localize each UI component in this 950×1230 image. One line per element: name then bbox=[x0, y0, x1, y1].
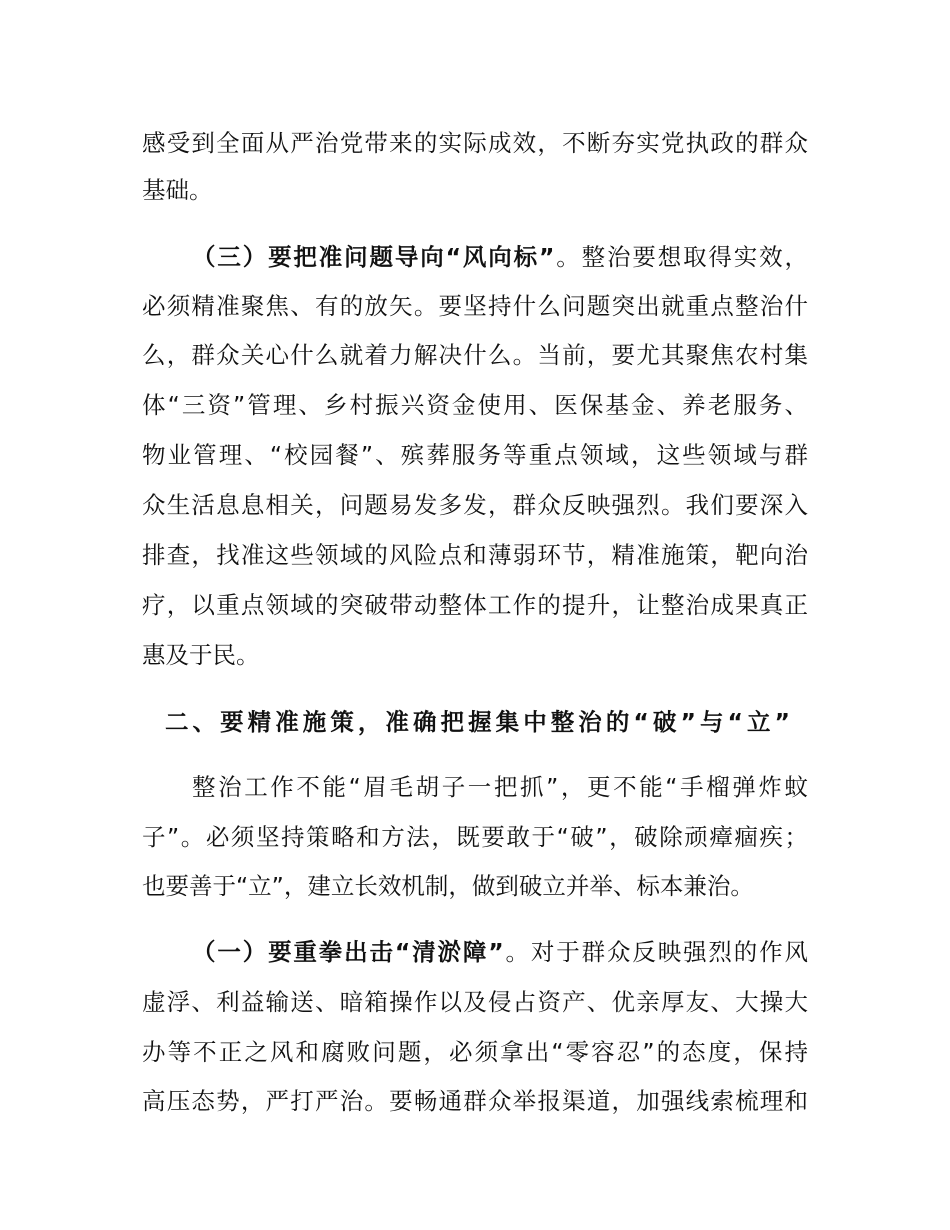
text-span: 。对于群众反映强烈的作风 bbox=[503, 938, 809, 966]
text-line: 众生活息息相关，问题易发多发，群众反映强烈。我们要深入 bbox=[142, 491, 808, 519]
text-line: 疗，以重点领域的突破带动整体工作的提升，让整治成果真正 bbox=[142, 591, 808, 619]
subheading-1: （一）要重拳出击“清淤障” bbox=[192, 938, 504, 966]
text-line: 感受到全面从严治党带来的实际成效，不断夯实党执政的群众 bbox=[142, 129, 808, 157]
text-line: 必须精准聚焦、有的放矢。要坚持什么问题突出就重点整治什 bbox=[142, 292, 808, 320]
subheading-3: （三）要把准问题导向“风向标” bbox=[192, 243, 555, 271]
text-line: 子”。必须坚持策略和方法，既要敢于“破”，破除顽瘴痼疾； bbox=[142, 823, 808, 851]
text-line: 高压态势，严打严治。要畅通群众举报渠道，加强线索梳理和 bbox=[142, 1087, 808, 1115]
subheading-line bbox=[192, 242, 808, 272]
text-line: 么，群众关心什么就着力解决什么。当前，要尤其聚焦农村集 bbox=[142, 341, 808, 369]
text-line: 惠及于民。 bbox=[142, 641, 260, 669]
text-line: 整治工作不能“眉毛胡子一把抓”，更不能“手榴弹炸蚊 bbox=[192, 773, 808, 801]
text-line: 办等不正之风和腐败问题，必须拿出“零容忍”的态度，保持 bbox=[142, 1038, 808, 1066]
text-line: 物业管理、“校园餐”、殡葬服务等重点领域，这些领域与群 bbox=[142, 441, 808, 469]
text-line: 体“三资”管理、乡村振兴资金使用、医保基金、养老服务、 bbox=[142, 391, 808, 419]
subheading-line bbox=[192, 937, 808, 967]
section-heading: 二、要精准施策，准确把握集中整治的“破”与“立” bbox=[165, 708, 790, 736]
text-line: 排查，找准这些领域的风险点和薄弱环节，精准施策，靶向治 bbox=[142, 541, 808, 569]
text-line: 虚浮、利益输送、暗箱操作以及侵占资产、优亲厚友、大操大 bbox=[142, 988, 808, 1016]
text-span: 。整治要想取得实效， bbox=[554, 243, 809, 271]
text-line: 基础。 bbox=[142, 176, 213, 204]
text-line: 也要善于“立”，建立长效机制，做到破立并举、标本兼治。 bbox=[142, 872, 754, 900]
